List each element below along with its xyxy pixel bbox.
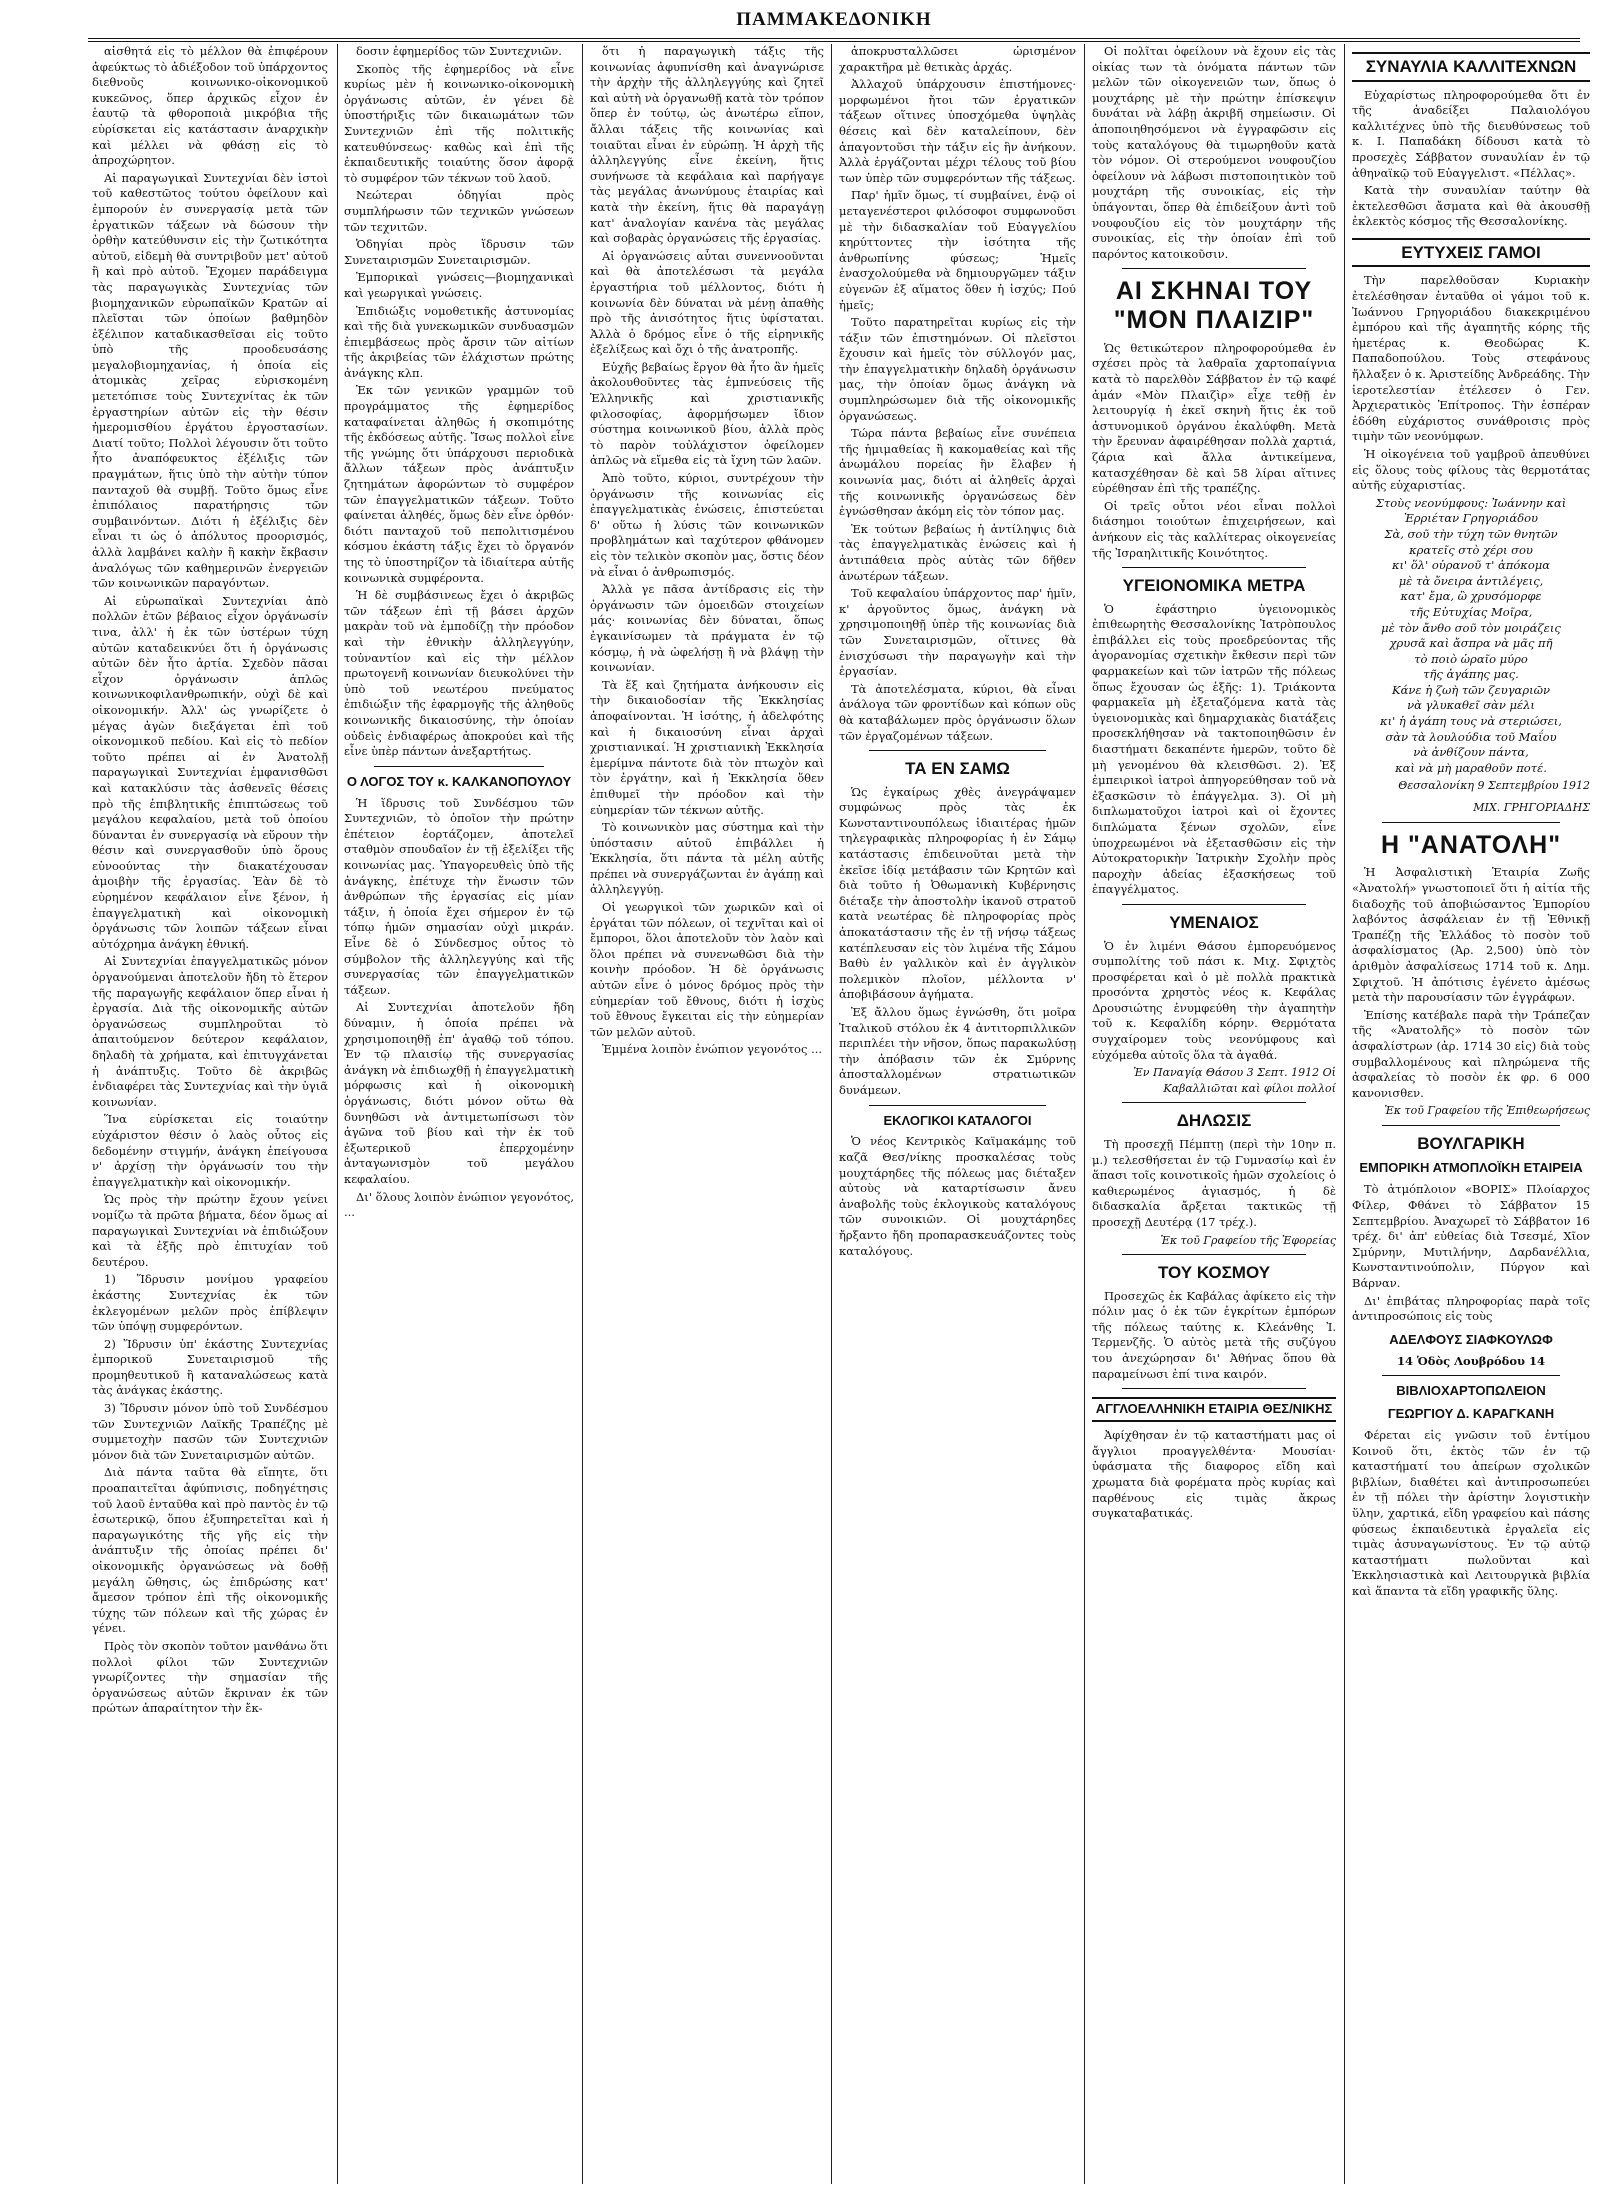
paragraph: Ἀλλὰ γε πᾶσα ἀντίδρασις εἰς τὴν ὀργάνωσιν τῶν ὁμοειδῶν στοιχείων μάς· κοινωνίας δὲν δύναται, ὅπως ἐγκαινίσωμεν τὰ πράγματα ἐν τῷ κόσμῳ, ἡ νὰ ὠφελήσῃ ἢ νὰ βλάψῃ τὴν κοινωνίαν. bbox=[590, 582, 824, 675]
paragraph: Εὐχῆς βεβαίως ἔργον θὰ ἦτο ἂν ἡμεῖς ἀκολουθοῦντες τὰς ἐμπνεύσεις τῆς Ἑλληνικῆς καὶ χριστιανικῆς φιλοσοφίας, ἀφορμήσωμεν ἴδιον σύστημα κοινωνικοῦ βίου, ἀλλὰ πρὸς τὸ παρὸν τοὐλάχιστον ὀφείλομεν ἁπλῶς νὰ εἴμεθα εἰς τὰ ἴχνη τῶν λαῶν. bbox=[590, 359, 824, 468]
divider bbox=[1122, 904, 1306, 905]
paragraph: Ὁδηγίαι πρὸς ἵδρυσιν τῶν Συνεταιρισμῶν Συνεταιρισμῶν. bbox=[344, 237, 574, 267]
paragraph: Διὰ πάντα ταῦτα θὰ εἴπητε, ὅτι προαπαιτεῖται ἀφύπνισις, ποδηγέτησις τοῦ λαοῦ ἐνταῦθα καὶ πρὸ παντὸς ἐν τῷ ἐσωτερικῷ, ὅπου ἐξυπηρετεῖται καὶ ἡ παραγωγικότης τῆς γῆς εἰς τὴν ἀνάπτυξιν τῆς ὁποίας πρέπει δι' οἰκονομικῆς ὀργανώσεως νὰ δοθῇ μεγάλη ὤθησις, ὡς ἐπιδρώσης κατ' ἄμεσον τρόπον ἐπὶ τῆς οἰκονομικῆς τύχης τῶν πόλεων καὶ τῆς χώρας ἐν γένει. bbox=[92, 1465, 328, 1636]
paragraph: Ἐκ τῶν γενικῶν γραμμῶν τοῦ προγράμματος τῆς ἐφημερίδος καταφαίνεται ἀληθῶς ἡ σκοπιμότης τῆς ἐκδόσεως αὐτῆς. Ἴσως πολλοὶ εἶνε τῆς γνώμης ὅτι ὑπάρχουσι περιοδικὰ ἄλλων τάξεων πρὸς ἀνάπτυξιν ζητημάτων ἀφορώντων τὸ συμφέρον τῶν ἐπαγγελματικῶν τάξεων. Τοῦτο φαίνεται ἀληθές, ὅμως δὲν εἶνε ὀρθόν· διότι πανταχοῦ τοῦ πεπολιτισμένου κόσμου ἑκάστη τάξις ἔχει τὸ ὄργανόν της τὸ ὑποστηρίζον τὰ ἰδιαίτερα αὐτῆς κοινωνικὰ συμφέροντα. bbox=[344, 383, 574, 585]
column-6 bbox=[1352, 44, 1590, 2184]
poem-line: μὲ τὰ ὄνειρα ἀντιλέγεις, bbox=[1398, 573, 1544, 588]
paragraph: Τὴ προσεχῇ Πέμπτῃ (περὶ τὴν 10ην π. μ.) τελεσθήσεται ἐν τῷ Γυμνασίῳ καὶ ἐν ἅπασι τοῖς κοινοτικοῖς ἡμῶν σχολείοις ὁ καθιερωμένος ἁγιασμός, ἡ δὲ διδασκαλία ἄρξεται τακτικῶς τῇ προσεχῇ Δευτέρᾳ (17 τρέχ.). bbox=[1092, 1136, 1336, 1229]
paragraph: Ἐπίσης κατέβαλε παρὰ τὴν Τράπεζαν τῆς «Ἀνατολῆς» τὸ ποσὸν τῶν ἀσφαλίστρων (ἀρ. 1714 30 εἰς) διὰ τοὺς συμβαλλομένους καὶ πληρώμενα τῆς ἀσφαλείας τὸ ποσὸν ἐκ φρ. 6 000 κανονισθεν. bbox=[1352, 1007, 1590, 1100]
poem-dedication: Στοὺς νεονύμφους: Ἰωάννην καὶ Ἐρριέταν Γρηγοριάδου bbox=[1375, 495, 1567, 526]
notice-heading: ΔΗΛΩΣΙΣ bbox=[1176, 1111, 1252, 1131]
poem-line: καὶ νὰ μὴ μαραθοῦν ποτέ. bbox=[1395, 760, 1547, 775]
paragraph: Νεώτεραι ὁδηγίαι πρὸς συμπλήρωσιν τῶν τεχνικῶν γνώσεων τῶν τεχνιτῶν. bbox=[344, 188, 574, 234]
paragraph: Πρὸς τὸν σκοπὸν τοῦτον μανθάνω ὅτι πολλοὶ φίλοι τῶν Συντεχνιῶν γνωρίζοντες τὴν σημασίαν τῆς ὀργανώσεως αὐτῶν ἔκριναν ἐκ τῶν πρώτων ἀπαραίτητον τὴν ἔκ- bbox=[92, 1638, 328, 1716]
paragraph: Αἱ ὀργανώσεις αὗται συνεννοοῦνται καὶ θὰ ἀποτελέσωσι τὰ μεγάλα ἐργαστήρια τοῦ μέλλοντος, διότι ἡ κοινωνία δὲν δύναται νὰ μένῃ ἀπαθὴς πρὸ τῆς ἀνισότητος ἥτις ὑφίσταται. Ἀλλὰ ὁ δρόμος εἶνε ὁ τῆς εἰρηνικῆς ἐξελίξεως καὶ ὄχι ὁ τῆς ἀνατροπῆς. bbox=[590, 248, 824, 357]
column-4 bbox=[839, 44, 1076, 2184]
poem-line: Κάνε ἡ ζωὴ τῶν ζευγαριῶν bbox=[1392, 682, 1550, 697]
paragraph: Ἐμμένα λοιπὸν ἐνώπιον γεγονότος ... bbox=[602, 1042, 823, 1057]
poem-line: νὰ γλυκαθεῖ σὰν μέλι bbox=[1407, 698, 1535, 713]
paragraph: Ὁ νέος Κεντρικὸς Καϊμακάμης τοῦ καζᾶ Θεσ/νίκης προσκαλέσας τοὺς μουχτάρηδες τῆς πόλεως μας διέταξεν αὐτοὺς νὰ καταρτίσωσιν ἄνευ ἀναβολῆς τοὺς ἐκλογικοὺς καταλόγους τῶν συνοικιῶν. Οἱ μουχτάρηδες ἤρξαντο ἤδη προπαρασκευάζοντες τοὺς καταλόγους. bbox=[839, 1134, 1076, 1258]
bookshop-heading: ΒΙΒΛΙΟΧΑΡΤΟΠΩΛΕΙΟΝ bbox=[1396, 1383, 1546, 1399]
divider bbox=[1382, 822, 1560, 823]
poem-line: σὰν τὰ λουλούδια τοῦ Μαΐου bbox=[1385, 729, 1557, 744]
paragraph: Προσεχῶς ἐκ Καβάλας ἀφίκετο εἰς τὴν πόλιν μας ὁ ἐκ τῶν ἐγκρίτων ἐμπόρων τῆς πόλεως ταύτης κ. Κλεάνθης Ἰ. Τερμενζῆς. Ὁ αὐτὸς μετὰ τῆς συζύγου του ἀνεχώρησαν δι' Ἀθήνας ὅπου θὰ παραμείνωσι ἐπί τινα καιρόν. bbox=[1092, 1288, 1336, 1381]
poem-line: κι' ὅλ' οὐρανοῦ τ' ἀπόκομα bbox=[1391, 558, 1551, 573]
divider bbox=[1122, 268, 1306, 269]
column-3 bbox=[590, 44, 824, 2184]
paragraph: Τὰ ἀποτελέσματα, κύριοι, θὰ εἶναι ἀνάλογα τῶν φροντίδων καὶ κόπων οὓς θὰ καταβάλωμεν πρὸς ὀργάνωσιν ὅλων τῶν ἐργαζομένων τάξεων. bbox=[839, 681, 1076, 743]
paragraph: Αἱ παραγωγικαὶ Συντεχνίαι δὲν ἰστοὶ τοῦ καθεστῶτος τούτου ὀφείλουν καὶ ἐμπορούν ἐν συνεργασίᾳ μετὰ τῶν ἐργατικῶν τάξεων νὰ δώσουν τὴν ὀρθὴν κατεύθυνσιν εἰς τὴν ζωτικότητα αὐτοῦ, εἰδεμὴ θὰ συντριβοῦν μετ' αὐτοῦ ἢ καὶ πρὸ αὐτοῦ. Ἔχομεν παράδειγμα τὰς παραγωγικὰς Συντεχνίας τῶν βιομηχανικῶν εὐρωπαϊκῶν Κρατῶν αἱ πλεῖσται τῶν ὁποίων βαθμηδὸν ἐξέλιπον καταδικασθεῖσαι εἰς τοῦτο ὑπὸ τῆς προοδευσάσης μεγαλοβιομηχανίας, ἡ ὁποία εἰς ἀτομικὰς χεῖρας εὑρισκομένη μετετόπισε τοὺς Συντεχνίτας ἐκ τῶν ἐργαστηρίων αὐτῶν εἰς τὴν θέσιν ἡμερομισθίου ἐργάτου ἐργοστασίων. Διατί τοῦτο; Πολλοὶ λέγουσιν ὅτι τοῦτο ἦτο ἀναπόφευκτος ἐξέλιξις τῶν πραγμάτων, ἥτις ὑπὸ τὴν αὐτὴν τύπον πανταχοῦ θὰ συμβῇ. Τοῦτο ὅμως εἶνε ἐπιπόλαιος παρατήρησις τῶν συμβαινόντων. Διότι ἡ ἐξέλιξις δὲν εἶναι τι ὡς ὁ ἀπόλυτος προορισμός, ἀλλὰ λαμβάνει καλὴν ἢ κακὴν ἔκβασιν ἀναλόγως τῶν καθημερινῶν ἐνεργειῶν τῶν κοινωνικῶν παραγόντων. bbox=[92, 170, 328, 591]
paragraph: Ἀφίχθησαν ἐν τῷ καταστήματι μας οἱ ἄγγλιοι προαγγελθέντα· Μουσίαι· ὑφάσματα τῆς διαφορος εἴδη καὶ χρωματα διὰ φορέματα πρὸς κυρίας καὶ παρθένους εἰς τιμὰς ἄκρως συγκαταβατικάς. bbox=[1092, 1428, 1336, 1521]
skinai-heading: ΑΙ ΣΚΗΝΑΙ ΤΟΥ "ΜΟΝ ΠΛΑΙΖΙΡ" bbox=[1113, 277, 1315, 335]
column-rule bbox=[1084, 44, 1085, 2184]
poem bbox=[1352, 496, 1590, 777]
column-rule bbox=[337, 44, 338, 2184]
paragraph: Τὸ κοινωνικὸν μας σύστημα καὶ τὴν ὑπόστασιν αὐτοῦ ἐπιβάλλει ἡ Ἐκκλησία, ὅτι πάντα τὰ μέλη αὐτῆς πρέπει νὰ συνεργάζωνται ἐν ἀγάπῃ καὶ ἀλληλεγγύῃ. bbox=[590, 820, 824, 897]
paragraph: Ἡ οἰκογένεια τοῦ γαμβροῦ ἀπευθύνει εἰς ὅλους τοὺς φίλους τὰς θερμοτάτας αὐτῆς εὐχαριστίας. bbox=[1352, 446, 1590, 493]
hymen-heading: ΥΜΕΝΑΙΟΣ bbox=[1169, 912, 1259, 932]
samos-heading: ΤΑ ΕΝ ΣΑΜΩ bbox=[905, 759, 1010, 779]
poem-line: Σὰ, σοῦ τὴν τύχη τῶν θνητῶν bbox=[1384, 526, 1558, 541]
paragraph: Ἐμπορικαὶ γνώσεις—βιομηχανικαὶ καὶ γεωργικαὶ γνώσεις. bbox=[344, 270, 574, 300]
column-rule bbox=[582, 44, 583, 2184]
poem-line: τῆς ἀγάπης μας. bbox=[1423, 667, 1519, 682]
paragraph: 1) Ἵδρυσιν μονίμου γραφείου ἑκάστης Συντεχνίας ἐκ τῶν ἐκλεγομένων μελῶν πρὸς ἐπίβλεψιν τῶν ὑπόψῃ συμφερόντων. bbox=[92, 1272, 328, 1334]
paragraph: Δι' ὅλους λοιπὸν ἐνώπιον γεγονότος, ... bbox=[344, 1189, 574, 1220]
column-rule bbox=[1344, 44, 1345, 2184]
paragraph: Ἐπιδιώξις νομοθετικῆς ἀστυνομίας καὶ τῆς διὰ γυνεκωμικῶν συνδυασμῶν ἐπιεμβάσεως πρὸς ἄρσιν τῶν αἰτίων τῆς ἀκριβείας τῶν ἐλάχιστων πρώτης ἀνάγκης κλπ. bbox=[344, 303, 574, 380]
hygiene-heading: ΥΓΕΙΟΝΟΜΙΚΑ ΜΕΤΡΑ bbox=[1122, 576, 1306, 596]
agents-name: ΑΔΕΛΦΟΥΣ ΣΙΑΦΚΟΥΛΩΦ bbox=[1389, 1331, 1553, 1347]
agents-address: 14 Ὁδὸς Λουβρόδου 14 bbox=[1397, 1353, 1545, 1368]
paragraph: Οἱ γεωργικοὶ τῶν χωρικῶν καὶ οἱ ἐργάται τῶν πόλεων, οἱ τεχνῖται καὶ οἱ ἔμποροι, ὅλοι ἀποτελοῦν τὸν λαὸν καὶ ὅλοι πρέπει νὰ συνενωθῶσι διὰ τὴν κοινὴν πρόοδον. Ἡ δὲ ὀργάνωσις αὐτῶν εἶνε ὁ μόνος δρόμος πρὸς τὴν εὐημερίαν τοῦ ἔθνους, διότι ἡ ἰσχὺς τοῦ ἔθνους ἔγκειται εἰς τὴν εὐημερίαν τῶν μελῶν αὐτοῦ. bbox=[590, 900, 824, 1039]
divider bbox=[1122, 1254, 1306, 1255]
poem-line: μὲ τὸν ἄνθο σοῦ τὸν μοιράζεις bbox=[1381, 620, 1561, 635]
paragraph: Ἡ δὲ συμβάσινεως ἔχει ὁ ἀκριβῶς τῶν τάξεων ἐπὶ τῇ βάσει ἀρχῶν μακρὰν τοῦ νὰ ἐμποδίζῃ τὴν πρόοδον καὶ τὴν ἐθνικὴν ἀλληλεγγύην, τοὐναντίον καὶ εἰς τὴν μέλλον πρωτογενῆ κοινωνίαν διευκολύνει τὴν ὑπὸ τοῦ νεωτέρου πνεύματος ἐπιδιώξιν τῆς ἐφαρμογῆς τῆς ἀληθοῦς κοινωνικῆς δικαιοσύνης, τὴν ὁποίαν οὐδεὶς ἐνδιαφέρως ἀποκρούει καὶ τῆς εἶνε ὑπὲρ πάντων ἀνεξαρτήτως. bbox=[344, 588, 574, 759]
column-rule bbox=[831, 44, 832, 2184]
paragraph: Τώρα πάντα βεβαίως εἶνε συνέπεια τῆς ἡμιμαθείας ἢ κακομαθείας καὶ τῆς ἀνωμάλου πορείας ἣν ἔλαβεν ἡ κοινωνία μας, διότι αἱ ἀληθεῖς ἀρχαὶ τῆς κοινωνικῆς ὀργανώσεως δὲν ἐγνώσθησαν ἀκόμη εἰς τὸν τόπον μας. bbox=[839, 426, 1076, 519]
poem-date: Θεσσαλονίκη 9 Σεπτεμβρίου 1912 bbox=[1398, 779, 1590, 793]
paragraph: Δι' ἐπιβάτας πληροφορίας παρὰ τοῖς ἀντιπροσώποις εἰς τοὺς bbox=[1352, 1293, 1590, 1324]
bookshop-owner: ΓΕΩΡΓΙΟΥ Δ. ΚΑΡΑΓΚΑΝΗ bbox=[1387, 1406, 1555, 1422]
wedding-heading: ΕΥΤΥΧΕΙΣ ΓΑΜΟΙ bbox=[1352, 238, 1590, 268]
catalog-heading: ΕΚΛΟΓΙΚΟΙ ΚΑΤΑΛΟΓΟΙ bbox=[883, 1112, 1032, 1128]
divider bbox=[1382, 1375, 1560, 1376]
paragraph: Ἡ ἵδρυσις τοῦ Συνδέσμου τῶν Συντεχνιῶν, τὸ ὁποῖον τὴν πρώτην ἐπέτειον ἑορτάζομεν, ἀποτελεῖ σταθμὸν σπουδαῖον ἐν τῇ ἐξελίξει τῆς κοινωνίας μας. Ὑπαγορευθεὶς ὑπὸ τῆς ἀνάγκης, ἐπέτυχε τὴν ἕνωσιν τῶν ἀνθρώπων τῆς ἐργασίας εἰς μίαν τάξιν, ἡ ὁποία ἔχει σήμερον ἐν τῷ τόπῳ ἡμῶν σημασίαν οὐχὶ μικράν. Εἶνε δὲ ὁ Σύνδεσμος οὗτος τὸ σύμβολον τῆς ἀλληλεγγύης καὶ τῆς συνεργασίας τῶν ἐπαγγελματικῶν τάξεων. bbox=[344, 795, 574, 997]
newspaper-title: ΠΑΜΜΑΚΕΔΟΝΙΚΗ bbox=[736, 9, 932, 30]
paragraph: Αἱ Συντεχνίαι ἐπαγγελματικῶς μόνον ὀργανούμεναι ἀποτελοῦν ἤδη τὸ ἕτερον τῆς παραγωγῆς κεφάλαιον ὅπερ εἶναι ἡ ἐργασία. Διὰ τῆς οἰκονομικῆς αὐτῶν ὀργανώσεως συμπληροῦται τὸ ἀπαιτούμενον δεύτερον κεφάλαιον, δηλαδὴ τὰ χρήματα, καὶ ἐπιτυγχάνεται ἡ ἀνάπτυξις. Τοῦτο δὲ ἀκριβῶς ἐνδιαφέρει τὰς Συντεχνίας καὶ τὴν ὑγιᾶ κοινωνίαν. bbox=[92, 954, 328, 1109]
poem-line: κι' ἡ ἀγάπη τους νὰ στεριώσει, bbox=[1380, 714, 1562, 729]
paragraph: Φέρεται εἰς γνῶσιν τοῦ ἐντίμου Κοινοῦ ὅτι, ἐκτὸς τῶν ἐν τῷ καταστήματί του ἀπείρων σχολικῶν βιβλίων, διαθέτει καὶ ἀντιπροσωπεύει ἐν τῇ πόλει τὴν ἀρίστην λογιστικὴν ὕλην, χαρτικά, εἴδη γραφείου καὶ πάσης φύσεως ἐκπαιδευτικὰ ἐργαλεῖα εἰς τιμὰς ἀσυναγωνίστους. Ἐν τῷ αὐτῷ καταστήματι πωλοῦνται καὶ Ἐκκλησιαστικὰ καὶ Λειτουργικὰ βιβλία καὶ ἅπαντα τὰ εἴδη γραφικῆς ὕλης. bbox=[1352, 1428, 1590, 1599]
bulgarian-heading: ΒΟΥΛΓΑΡΙΚΗ bbox=[1417, 1133, 1525, 1153]
paragraph: Εὐχαρίστως πληροφορούμεθα ὅτι ἐν τῆς ἀναδείξει Παλαιολόγου καλλιτέχνες ὑπὸ τῆς διευθύνσεως τοῦ κ. Ι. Παπαδάκη δίδουσι κατὰ τὸ προσεχὲς Σάββατον συναυλίαν ἐν τῷ ἀθηναϊκῷ τοῦ Εὐαγγελιστ. «Πέλλας». bbox=[1352, 87, 1590, 180]
paragraph: Τὰ ἕξ καὶ ζητήματα ἀνήκουσιν εἰς τὴν δικαιοδοσίαν τῆς Ἐκκλησίας ἀποφαίνονται. Ἡ ἰσότης, ἡ ἀδελφότης καὶ ἡ δικαιοσύνη εἶναι ἀρχαὶ χριστιανικαί. Ἡ χριστιανικὴ Ἐκκλησία ἐμερίμνα πάντοτε διὰ τὸν πτωχὸν καὶ τὸν ἐργάτην, καὶ ἡ Ἐκκλησία ὅθεν ἐπιθυμεῖ τὴν πρόοδον καὶ τὴν εὐημερίαν τῶν τέκνων αὐτῆς. bbox=[590, 677, 824, 817]
anglo-heading: ΑΓΓΛΟΕΛΛΗΝΙΚΗ ΕΤΑΙΡΙΑ ΘΕΣ/ΝΙΚΗΣ bbox=[1092, 1397, 1336, 1422]
signature: Ἐν Παναγίᾳ Θάσου 3 Σεπτ. 1912 Οἱ Καβαλλιῶται καὶ φίλοι πολλοί bbox=[1133, 1066, 1336, 1095]
paragraph: Ἐξ ἄλλου ὅμως ἐγνώσθη, ὅτι μοῖρα Ἰταλικοῦ στόλου ἐκ 4 ἀντιτορπιλλικῶν περιπλέει τὴν νῆσον, ὅπως παρακωλύσῃ τὴν ἀπόβασιν τῶν ἐκ Σμύρνης ἀποσταλλομένων στρατιωτικῶν δυνάμεων. bbox=[839, 1004, 1076, 1097]
paragraph: ὅτι ἡ παραγωγικὴ τάξις τῆς κοινωνίας ἀφυπνίσθη καὶ ἀναγνώρισε τὴν ἀρχὴν τῆς ἀλληλεγγύης καὶ ζητεῖ καὶ αὐτὴ νὰ ὀργανωθῇ κατὰ τὸν τρόπον ὅπερ ἐν τούτῳ, ὡς ἀνωτέρω εἴπον, ἄλλαι τάξεις τῆς κοινωνίας καὶ τοιαῦται εἶναι ἐν εὐρώπῃ. Ἡ ἀρχὴ τῆς ἀλληλεγγύης εἶνε ἐκείνη, ἥτις συνήνωσε τὰ κεφάλαια καὶ παρήγαγε τὰς μεγάλας ἀνωνύμους ἑταιρίας καὶ κατὰ τὴν ἐκείνη, ἥτις θὰ παραγάγῃ κατ' ἀναλογίαν κανένα τὰς μεγάλας καὶ σοβαρὰς ὀργανώσεις τῆς ἐργασίας. bbox=[590, 44, 824, 246]
poem-line: κρατεῖς στὸ χέρι σου bbox=[1409, 542, 1533, 557]
paragraph: Ἐκ τούτων βεβαίως ἡ ἀντίληψις διὰ τὰς ἐπαγγελματικὰς ἑνώσεις καὶ ἡ ἀντιπάθεια πρὸς αὐτὰς τῶν δῆθεν ἀνωτέρων τάξεων. bbox=[839, 521, 1076, 583]
paragraph: Οἱ τρεῖς οὗτοι νέοι εἶναι πολλοὶ διάσημοι τοιούτων ἐπιχειρήσεων, καὶ ἀνήκουν εἰς τὰς καλλίτερας οἰκογενείας τῆς Ἰσραηλιτικῆς Κοινότητος. bbox=[1092, 498, 1336, 560]
masthead bbox=[88, 4, 1580, 42]
kosmos-heading: ΤΟΥ ΚΟΣΜΟΥ bbox=[1157, 1263, 1271, 1283]
paragraph: Ἀλλαχοῦ ὑπάρχουσιν ἐπιστήμονες· μορφωμένοι ἤτοι τῶν ἐργατικῶν τάξεων οἵτινες ὑποσχόμεθα ὑψηλὰς θέσεις καὶ δὲν καταλείπουν, δὲν ἀπαγοντοῦσι τὴν τάξιν εἰς ἣν ἀνήκουν. Ἀλλὰ ἐργάζονται μέχρι τέλους τοῦ βίου των ὑπὲρ τῶν συμφερόντων τῆς τάξεως. bbox=[839, 77, 1076, 185]
paragraph: Κατὰ τὴν συναυλίαν ταύτην θὰ ἐκτελεσθῶσι ἄσματα καὶ θὰ ἀκουσθῇ ἐκλεκτὸς κόσμος τῆς Θεσσαλονίκης. bbox=[1352, 183, 1590, 229]
column-1 bbox=[92, 44, 328, 2184]
divider bbox=[1382, 1125, 1560, 1126]
paragraph: Τὴν παρελθοῦσαν Κυριακὴν ἐτελέσθησαν ἐνταῦθα οἱ γάμοι τοῦ κ. Ἰωάννου Γρηγοριάδου διακεκριμένου ἐμπόρου καὶ τῆς ἀγαπητῆς κόρης τῆς ἡμετέρας κ. Θεοδώρας Κ. Παπαδοπούλου. Τοὺς στεφάνους ἤλλαξεν ὁ κ. Ἀριστείδης Ἀνδρεάδης. Τὴν ἱεροτελεστίαν ἐτέλεσεν ὁ Γεν. Ἀρχιερατικὸς Ἐπίτροπος. Τὴν ἑσπέραν ἐδόθη εὐχάριστος συνάθροισις πρὸς τιμὴν τῶν νεονύμφων. bbox=[1352, 273, 1590, 444]
paragraph: Ὡς ἐγκαίρως χθὲς ἀνεγράψαμεν συμφώνως πρὸς τὰς ἐκ Κωνσταντινουπόλεως ἰδιαιτέρας ἡμῶν τηλεγραφικὰς πληροφορίας ἡ ἐν Σάμῳ κατάστασις ἐπιδεινοῦται μετὰ τὴν ἐκεῖσε ἰδίᾳ μετάβασιν τῶν Κρητῶν καὶ διὰ τοῦτο ἡ Ὀθωμανικὴ Κυβέρνησις διέταξε τὴν ἀποστολὴν ἱκανοῦ στρατοῦ κατὰ νεωτέρας δὲ πληροφορίας πρὸς ἀποκατάστασιν τῆς ἐν τῇ νήσῳ τάξεως κατέπλευσαν εἰς τὸν λιμένα τῆς Σάμου Βαθὺ ἐν γαλλικὸν καὶ ἐν ἀγγλικὸν πολεμικὸν πλοῖον, μέλλοντα ν' ἀποβιβάσουν ἀγήματα. bbox=[839, 784, 1076, 1002]
paragraph: Τὸ ἀτμόπλοιον «ΒΟΡΙΣ» Πλοίαρχος Φίλερ, Φθάνει τὸ Σάββατον 15 Σεπτεμβρίου. Ἀναχωρεῖ τὸ Σάββατον 16 τρέχ. δι' ἀπ' εὐθείας διὰ Τσεσμέ, Χῖον Σμύρνην, Μυτιλήνην, Δαρδανέλλια, Κωνσταντινούπολιν, Πύργον καὶ Βάρναν. bbox=[1352, 1182, 1590, 1290]
paragraph: Ὡς θετικώτερον πληροφορούμεθα ἐν σχέσει πρὸς τὰ λαθραῖα χαρτοπαίγνια κατὰ τὸ παρελθὸν Σάββατον ἐν τῷ καφέ ἀμάν «Μὸν Πλαιζὶρ» εἶχε τεθῇ ἐν λειτουργίᾳ ἡ ἐκεῖ σκηνὴ ἥτις ἐκ τοῦ ἀστυνομικοῦ ὀργάνου ἐκαλύφθη. Μετὰ τὴν ἔρευναν ἀφαιρέθησαν πολλὰ χαρτιά, ζάρια καὶ ἄλλα ἀντικείμενα, κατασχέθησαν δὲ καὶ 58 λίραι αἵτινες εὑρέθησαν ἐπὶ τῆς τραπέζης. bbox=[1092, 340, 1336, 496]
divider bbox=[374, 766, 544, 767]
paragraph: Ἵνα εὑρίσκεται εἰς τοιαύτην εὐχάριστον θέσιν ὁ λαὸς οὗτος εἰς δεδομένην στιγμήν, ἀνάγκη ἐπείγουσα ν' ἀρχίσῃ τὴν ὀργάνωσίν του τὴν ἐπαγγελματικὴν καὶ οἰκονομικήν. bbox=[92, 1112, 328, 1189]
section-heading: Ο ΛΟΓΟΣ ΤΟΥ κ. ΚΑΛΚΑΝΟΠΟΥΛΟΥ bbox=[346, 773, 572, 789]
poem-line: κατ' ἔμα, ὢ χρυσόμορφε bbox=[1400, 589, 1542, 604]
divider bbox=[869, 750, 1046, 751]
paragraph: Ἀπὸ τοῦτο, κύριοι, συντρέχουν τὴν ὀργάνωσιν τῆς κοινωνίας εἰς ἐπαγγελματικὰς ἑνώσεις, ἐπιστεύεται δ' οὕτω ἡ λύσις τῶν κοινωνικῶν προβλημάτων καὶ ταχύτερον φθάνομεν εἰς τὸν τελικὸν σκοπὸν μας, ὅστις δέον νὰ εἶναι ὁ ἀνθρωπισμός. bbox=[590, 471, 824, 579]
poem-line: τὸ ποιὸ ὡραῖο μύρο bbox=[1414, 651, 1528, 666]
paragraph: 3) Ἵδρυσιν μόνον ὑπὸ τοῦ Συνδέσμου τῶν Συντεχνιῶν Λαϊκῆς Τραπέζης μὲ συμμετοχὴν πασῶν τῶν Συντεχνιῶν μόνον διὰ τῶν Συνεταιρισμῶν αὐτῶν. bbox=[92, 1401, 328, 1462]
paragraph: ἀποκρυσταλλῶσει ὡρισμένον χαρακτῆρα μὲ θετικὰς ἀρχάς. bbox=[839, 44, 1076, 74]
paragraph: Ὁ ἐφάστηριο ὑγειονομικὸς ἐπιθεωρητὴς Θεσσαλονίκης Ἰατρὸπουλος ἐπιβάλλει εἰς τοὺς προεδρεύοντας τῆς ἀγορανομίας σχετικὴν ἔκθεσιν περὶ τῶν φαρμακείων καὶ τῶν ἰατρῶν τῆς πόλεως ὅπως ἔχουσαν ὡς ἑξῆς: 1). Τριάκοντα φαρμακεῖα μὴ ἐξεταζόμενα κατὰ τὰς ὑγειονομικὰς καὶ δημαρχιακὰς διατάξεις προσεκλήθησαν νὰ τακτοποιηθῶσιν ἐν διαστήματι δεκαπέντε ἡμερῶν, τοῦτο δὲ μὴ γενομένου θὰ κλεισθῶσι. 2). Ἐξ ἐμπειρικοὶ ἰατροὶ ἀπηγορεύθησαν τοῦ νὰ ἐξασκῶσιν τὸ ἐπάγγελμα. 3). Οἱ μὴ διπλωματοῦχοι ἰατροὶ καὶ οἱ ἔχοντες διπλώματα ξένων σχολῶν, εἶνε ὑποχρεωμένοι νὰ ἐξετασθῶσιν εἰς τὴν Αὐτοκρατορικὴν Ἰατρικὴν Σχολὴν πρὸς παροχὴν ἀδείας ἐξασκήσεως τοῦ ἐπαγγέλματος. bbox=[1092, 601, 1336, 897]
signature: Ἐκ τοῦ Γραφείου τῆς Ἐπιθεωρήσεως bbox=[1384, 1104, 1590, 1118]
divider bbox=[1122, 567, 1306, 568]
poem-signature: ΜΙΧ. ΓΡΗΓΟΡΙΑΔΗΣ bbox=[1473, 801, 1590, 815]
divider bbox=[869, 1105, 1046, 1106]
paragraph: Αἱ εὐρωπαϊκαὶ Συντεχνίαι ἀπὸ πολλῶν ἐτῶν βέβαιος εἶχον ὀργάνωσίν τινα, ἀλλ' ἡ ἐκ τῶν ὑστέρων τύχη αὐτῶν καταδεικνύει ὅτι ἡ ὀργάνωσις αὐτῶν δὲν ἦτο ἀρτία. Σχεδὸν πᾶσαι εἶχον ὀργάνωσιν ἁπλῶς κοινωνικοφιλανθρωπικήν, οὐχὶ δὲ καὶ οἰκονομικήν. Ἀλλ' ὡς γνωρίζετε ὁ μέγας ἀγὼν διεξάγεται ἐπὶ τοῦ οἰκονομικοῦ πεδίου. Καὶ εἰς τὸ πεδίον τοῦτο πρέπει αἱ ἐν Ἀνατολῇ παραγωγικαὶ Συντεχνίαι ἐμφανισθῶσι καὶ κατακλύσιν τὰς ἀσθενεῖς θέσεις πρὸ τῆς ἐπιβλητικῆς ἐπιπτώσεως τοῦ μεγάλου κεφαλαίου, μετὰ τοῦ ὁποίου δύνανται ἐν συνεργασίᾳ νὰ εὕρουν τὴν θέσιν καὶ συνεργασθοῦν ὑπὸ ὅρους εὐνοούντας τὴν διακατέχουσαν ἀμοιβὴν τῆς ἐργασίας. Ἐὰν δὲ τὸ εὑρημένον κεφάλαιον εἶνε ξένον, ἡ ἐπαγγελματικὴ καὶ οἰκονομικὴ ὀργάνωσις τῶν λοιπῶν τάξεων εἶναι αὐτόχρημα ἀνάγκη ἐθνική. bbox=[92, 593, 328, 951]
anatoli-heading: Η "ΑΝΑΤΟΛΗ" bbox=[1380, 830, 1562, 859]
column-5 bbox=[1092, 44, 1336, 2184]
paragraph: 2) Ἵδρυσιν ὑπ' ἑκάστης Συντεχνίας ἐμπορικοῦ Συνεταιρισμοῦ τῆς προμηθευτικοῦ ἢ καταναλώσεως κατὰ τὰς ἀνάγκας ἑκάστης. bbox=[92, 1336, 328, 1398]
paragraph: Οἱ πολῖται ὀφείλουν νὰ ἔχουν εἰς τὰς οἰκίας των τὰ ὀνόματα πάντων τῶν μελῶν τῶν οἰκογενειῶν των, ὅπως ὁ μουχτάρης μὲ τὴν πρώτην ἐπίσκεψιν δυνάται νὰ λάβῃ ἀκριβῆ σημείωσιν. Οἱ ἀποποιηθησόμενοι νὰ ἐγγραφῶσιν εἰς τοὺς καταλόγους θὰ τιμωρηθοῦν κατὰ τὸν νόμον. Οἱ στερούμενοι νουφουζίου ὀφείλουν νὰ λάβωσι πιστοποιητικὸν τοῦ μουχτάρη τῆς συνοικίας, εἰς τὴν ὑπάγονται, ὅπερ θὰ ἐπιδείξουν ἀντὶ τοῦ νουφουζίου εἰς τὸν μουχτάρην τῆς συνοικίας, εἰς τὴν ὁποίαν ἐπὶ τοῦ παρόντος κατοικοῦσιν. bbox=[1092, 44, 1336, 261]
poem-line: τῆς Εὐτυχίας Μοῖρα, bbox=[1409, 604, 1533, 619]
signature: Ἐκ τοῦ Γραφείου τῆς Ἐφορείας bbox=[1160, 1233, 1336, 1247]
poem-line: χρυσᾶ καὶ ἄσπρα νὰ μᾶς πῆ bbox=[1389, 636, 1553, 651]
paragraph: Ὡς πρὸς τὴν πρώτην ἔχουν γείνει νομίζω τὰ πρῶτα βήματα, δέον ὅμως αἱ παραγωγικαὶ Συντεχνίαι νὰ ἐπιδιώξουν καὶ τὰ ἑξῆς πρὸ ἐπιτυχίαν τοῦ δευτέρου. bbox=[92, 1192, 328, 1269]
paragraph: Αἱ Συντεχνίαι ἀποτελοῦν ἤδη δύναμιν, ἡ ὁποία πρέπει νὰ χρησιμοποιηθῇ ἐπ' ἀγαθῷ τοῦ τόπου. Ἐν τῷ πλαισίῳ τῆς συνεργασίας ἀνάγκη νὰ ἐπιδιωχθῇ ἡ ἐπαγγελματικὴ μόρφωσις καὶ ἡ οἰκονομικὴ ὀργάνωσις, διότι μόνον οὕτω θὰ δυνηθῶσι νὰ ἀντιμετωπίσωσι τὸν ἀγῶνα τοῦ βίου καὶ τὴν ἐκ τοῦ ἐξωτερικοῦ ἐπερχομένην ἀνταγωνισμὸν τοῦ μεγάλου κεφαλαίου. bbox=[344, 1000, 574, 1186]
paragraph: Σκοπὸς τῆς ἐφημερίδος νὰ εἶνε κυρίως μὲν ἡ κοινωνικο-οἰκονομικὴ ὀργάνωσις αὐτῶν, ἐν γένει δὲ ὑποστήριξις τῶν δικαιωμάτων τῶν Συντεχνιῶν ἐπὶ τῆς πολιτικῆς κατευθύνσεως· καθὼς καὶ ἐπὶ τῆς ἐκπαιδευτικῆς τοιαύτης ὅσον ἀφορᾷ τὸ συμφέρον τῶν τέκνων τοῦ λαοῦ. bbox=[344, 61, 574, 185]
paragraph: Ἡ Ἀσφαλιστικὴ Ἑταιρία Ζωῆς «Ἀνατολή» γνωστοποιεῖ ὅτι ἡ αἰτία τῆς διαδοχῆς τοῦ ἀποβιώσαντος Ἐμπορίου λαβόντος ἀσφάλειαν ἐν τῇ Ἐθνικῇ Τραπέζῃ τῆς Ἑλλάδος τὸ ποσὸν τοῦ ἀσφαλίσματος (Ἀρ. 2,500) ὑπὸ τὸν ἀριθμὸν ἀσφαλίσεως 1714 τοῦ κ. Δημ. Σφιχτοῦ. Ἡ ἀπότισις ἐγένετο ἀμέσως μετὰ τὴν παρουσίασιν τῶν ἐγγράφων. bbox=[1352, 865, 1590, 1005]
paragraph: δοσιν ἐφημερίδος τῶν Συντεχνιῶν. bbox=[356, 44, 562, 58]
divider bbox=[1122, 1102, 1306, 1103]
paragraph: Τοῦ κεφαλαίου ὑπάρχοντος παρ' ἡμῖν, κ' ἀργοῦντος ὅμως, ἀνάγκη νὰ χρησιμοποιηθῇ ὑπὲρ τῆς κοινωνίας διὰ τῶν Συνεταιρισμῶν, οἵτινες θὰ ἐνισχύσωσι τὴν παραγωγὴν καὶ τὴν ἐργασίαν. bbox=[839, 586, 1076, 679]
union-heading: ΣΥΝΑΥΛΙΑ ΚΑΛΛΙΤΕΧΝΩΝ bbox=[1352, 52, 1590, 82]
paragraph: αἰσθητά εἰς τὸ μέλλον θὰ ἐπιφέρουν ἀφεύκτως τὸ ἀδιέξοδον τοῦ ὑπάρχοντος διεθνοῦς κοινωνικο-οἰκονομικοῦ κυκεῶνος, ὅπερ ἀρχικῶς εἶχον ἐν ἑαυτῷ τὰ φθοροποιὰ μικρόβια τῆς εὑρίσκεται εἰς κατάστασιν ἀναρχικὴν καὶ μέλλει νὰ φθάσῃ εἰς τὸ ἀπροχώρητον. bbox=[92, 44, 328, 168]
divider bbox=[1122, 1388, 1306, 1389]
paragraph: Ὁ ἐν λιμένι Θάσου ἐμπορευόμενος συμπολίτης τοῦ πάσι κ. Μιχ. Σφιχτὸς προσφέρεται καὶ ὁ μὲ πολλὰ πρακτικὰ προσόντα χρηστὸς νέος κ. Κεφάλας Δρουσιώτης ἐνυμφεύθη τὴν ἀγαπητὴν τοῦ κ. Κεφαλίδη κόρην. Θερμότατα συγχαίρομεν τοὺς νεονύμφους καὶ εὐχόμεθα αὐτοῖς ὅλα τὰ ἀγαθά. bbox=[1092, 938, 1336, 1062]
poem-line: νὰ ἀνθίζουν πάντα, bbox=[1413, 745, 1529, 760]
column-2 bbox=[344, 44, 574, 2184]
paragraph: Παρ' ἡμῖν ὅμως, τί συμβαίνει, ἐνῷ οἱ μεταγενέστεροι φιλόσοφοι συμφωνοῦσι μὲ τὴν διδασκαλίαν τοῦ Εὐαγγελίου κηρύττοντες τὴν ἰσότητα τῆς ἀνθρωπίνης φύσεως; Ἡμεῖς ἐνασχολούμεθα νὰ δημιουργῶμεν τάξιν εὐγενῶν ἐξ αἵματος ὅθεν ἡ ἰσχύς; Πού ἡμεῖς; bbox=[839, 188, 1076, 312]
bulgarian-subheading: ΕΜΠΟΡΙΚΗ ΑΤΜΟΠΛΟΪΚΗ ΕΤΑΙΡΕΙΑ bbox=[1359, 1160, 1583, 1176]
paragraph: Τοῦτο παρατηρεῖται κυρίως εἰς τὴν τάξιν τῶν ἐπιστημόνων. Οἱ πλεῖστοι ἔχουσιν καὶ ἡμεῖς τὸν σύλλογόν μας, τὴν ἐπαγγελματικὴν δηλαδὴ ὀργάνωσιν μας, τὴν ὁποίαν ὅμως ἀνάγκη νὰ συμπληρώσωμεν διὰ τῆς οἰκονομικῆς ὀργανώσεως. bbox=[839, 315, 1076, 423]
